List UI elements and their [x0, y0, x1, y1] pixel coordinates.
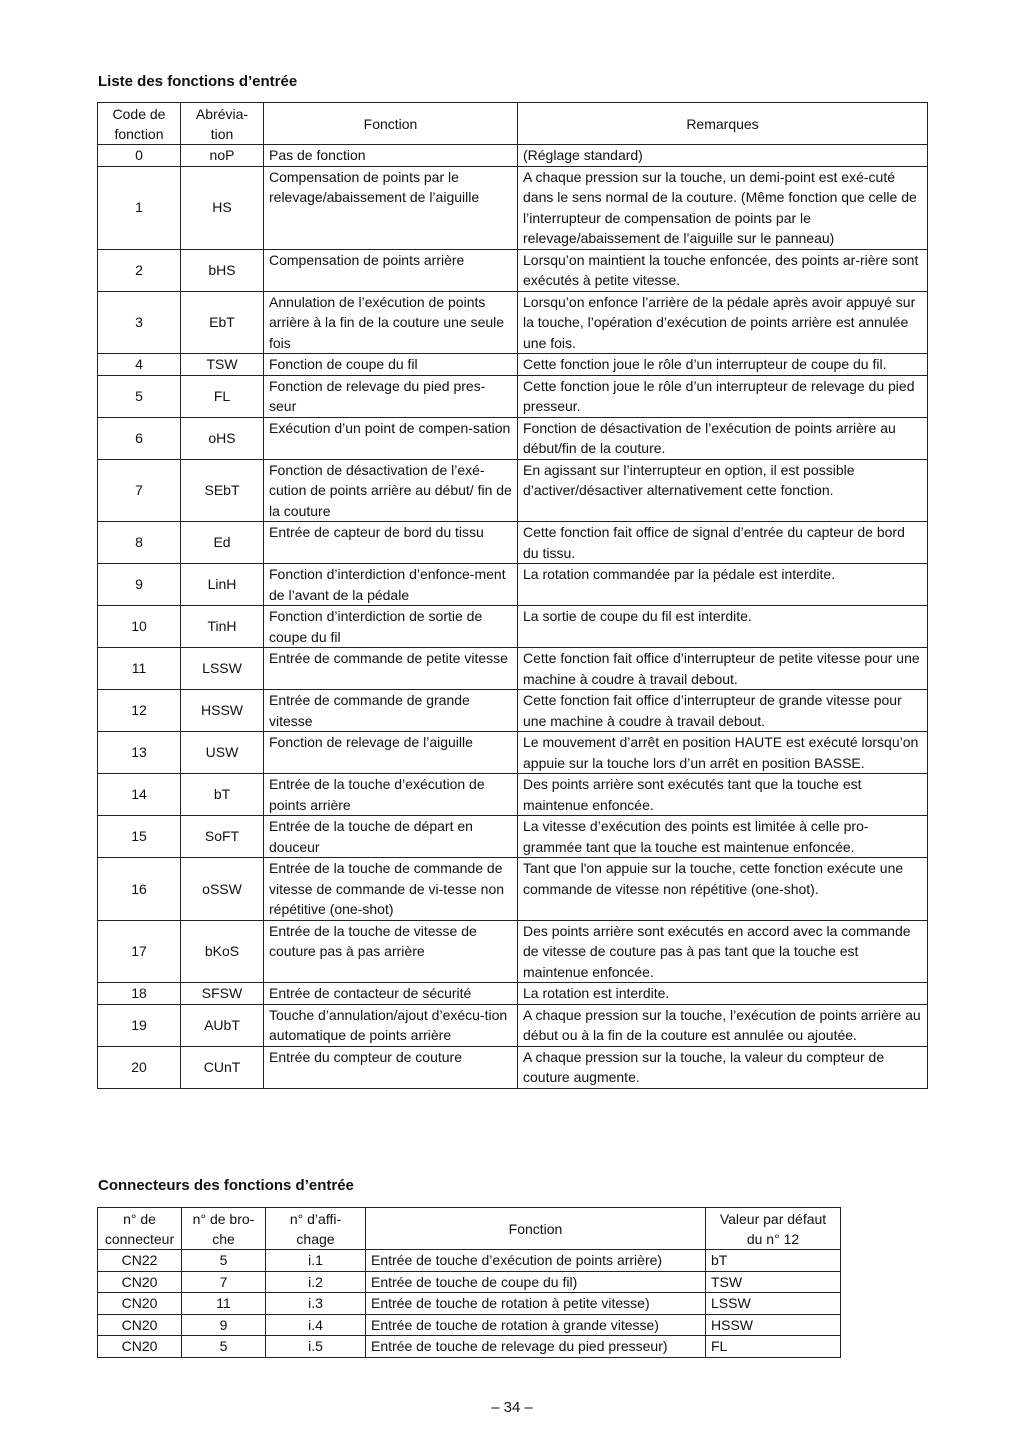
cell-function: Pas de fonction — [264, 145, 518, 167]
cell-code: 19 — [98, 1004, 181, 1046]
cell-default-value: FL — [706, 1336, 841, 1358]
cell-abbreviation: oSSW — [181, 858, 264, 921]
cell-function: Touche d’annulation/ajout d’exécu-tion automatique de points arrière — [264, 1004, 518, 1046]
cell-function: Entrée de contacteur de sécurité — [264, 983, 518, 1005]
cell-abbreviation: LinH — [181, 564, 264, 606]
cell-remarks: (Réglage standard) — [518, 145, 928, 167]
cell-code: 12 — [98, 690, 181, 732]
cell-code: 2 — [98, 249, 181, 291]
table-row — [98, 354, 928, 376]
table-row — [98, 816, 928, 858]
input-functions-body — [98, 145, 928, 1089]
header-pin-line2: che — [212, 1230, 235, 1247]
input-connectors-title: Connecteurs des fonctions d’entrée — [98, 1177, 354, 1194]
header-display-line1: n° d’affi- — [289, 1210, 342, 1227]
header-default-value — [706, 1208, 841, 1250]
header-default-line1: Valeur par défaut — [719, 1210, 827, 1227]
cell-remarks: En agissant sur l’interrupteur en option, il est possible d’activer/désactiver alternativement cette fonction. — [518, 459, 928, 522]
cell-abbreviation: LSSW — [181, 648, 264, 690]
table-row — [98, 858, 928, 921]
cell-display: i.4 — [266, 1314, 366, 1336]
table-header-row — [98, 1208, 841, 1250]
cell-pin: 9 — [182, 1314, 266, 1336]
cell-function: Fonction de coupe du fil — [264, 354, 518, 376]
cell-abbreviation: USW — [181, 732, 264, 774]
cell-function: Fonction d’interdiction d’enfonce-ment de l’avant de la pédale — [264, 564, 518, 606]
table-row — [98, 459, 928, 522]
cell-function: Entrée de capteur de bord du tissu — [264, 522, 518, 564]
cell-function: Fonction de désactivation de l’exé-cution de points arrière au début/ fin de la couture — [264, 459, 518, 522]
cell-abbreviation: noP — [181, 145, 264, 167]
cell-abbreviation: SFSW — [181, 983, 264, 1005]
cell-function: Entrée du compteur de couture — [264, 1046, 518, 1088]
table-row — [98, 1314, 841, 1336]
cell-remarks: A chaque pression sur la touche, un demi-point est exé-cuté dans le sens normal de la couture. (Même fonction que celle de l’interrupteur de compensation de points par le relevage/abaissement de l’aiguille sur le panneau) — [518, 166, 928, 249]
cell-display: i.2 — [266, 1271, 366, 1293]
cell-display: i.5 — [266, 1336, 366, 1358]
cell-abbreviation: SoFT — [181, 816, 264, 858]
cell-code: 10 — [98, 606, 181, 648]
cell-remarks: Lorsqu’on maintient la touche enfoncée, des points ar-rière sont exécutés à petite vitesse. — [518, 249, 928, 291]
cell-default-value: bT — [706, 1250, 841, 1272]
header-abbr-line1: Abrévia- — [195, 105, 249, 122]
cell-function: Fonction de relevage de l’aiguille — [264, 732, 518, 774]
cell-abbreviation: AUbT — [181, 1004, 264, 1046]
header-pin — [182, 1208, 266, 1250]
header-default-line2: du n° 12 — [746, 1230, 800, 1247]
cell-code: 0 — [98, 145, 181, 167]
cell-abbreviation: HSSW — [181, 690, 264, 732]
header-code — [98, 103, 181, 145]
table-row — [98, 1336, 841, 1358]
cell-abbreviation: oHS — [181, 417, 264, 459]
cell-code: 8 — [98, 522, 181, 564]
input-connectors-body — [98, 1250, 841, 1358]
table-row — [98, 522, 928, 564]
table-row — [98, 1250, 841, 1272]
cell-code: 5 — [98, 375, 181, 417]
cell-abbreviation: Ed — [181, 522, 264, 564]
cell-remarks: Des points arrière sont exécutés tant que la touche est maintenue enfoncée. — [518, 774, 928, 816]
cell-display: i.1 — [266, 1250, 366, 1272]
table-row — [98, 564, 928, 606]
table-row — [98, 145, 928, 167]
cell-code: 15 — [98, 816, 181, 858]
cell-code: 6 — [98, 417, 181, 459]
cell-pin: 11 — [182, 1293, 266, 1315]
cell-code: 13 — [98, 732, 181, 774]
cell-default-value: LSSW — [706, 1293, 841, 1315]
cell-abbreviation: EbT — [181, 291, 264, 354]
header-abbreviation — [181, 103, 264, 145]
cell-connector: CN20 — [98, 1271, 182, 1293]
cell-code: 3 — [98, 291, 181, 354]
cell-abbreviation: TinH — [181, 606, 264, 648]
cell-abbreviation: SEbT — [181, 459, 264, 522]
cell-connector: CN22 — [98, 1250, 182, 1272]
cell-abbreviation: bT — [181, 774, 264, 816]
cell-remarks: Cette fonction joue le rôle d’un interrupteur de relevage du pied presseur. — [518, 375, 928, 417]
cell-pin: 5 — [182, 1336, 266, 1358]
cell-code: 1 — [98, 166, 181, 249]
cell-remarks: Le mouvement d’arrêt en position HAUTE est exécuté lorsqu’on appuie sur la touche lors d’un arrêt en position BASSE. — [518, 732, 928, 774]
cell-function: Annulation de l’exécution de points arrière à la fin de la couture une seule fois — [264, 291, 518, 354]
cell-display: i.3 — [266, 1293, 366, 1315]
header-code-line2: fonction — [114, 125, 164, 142]
table-row — [98, 166, 928, 249]
cell-function: Entrée de la touche d’exécution de points arrière — [264, 774, 518, 816]
table-row — [98, 920, 928, 983]
cell-remarks: La rotation est interdite. — [518, 983, 928, 1005]
header-function: Fonction — [264, 103, 518, 145]
table-row — [98, 774, 928, 816]
cell-function: Compensation de points arrière — [264, 249, 518, 291]
table-row — [98, 690, 928, 732]
cell-function: Entrée de touche d’exécution de points arrière) — [366, 1250, 706, 1272]
table-row — [98, 1293, 841, 1315]
cell-remarks: Tant que l'on appuie sur la touche, cette fonction exécute une commande de vitesse non répétitive (one-shot). — [518, 858, 928, 921]
cell-function: Entrée de commande de grande vitesse — [264, 690, 518, 732]
cell-remarks: La sortie de coupe du fil est interdite. — [518, 606, 928, 648]
cell-code: 4 — [98, 354, 181, 376]
cell-remarks: Lorsqu’on enfonce l’arrière de la pédale après avoir appuyé sur la touche, l’opération d’exécution de points arrière est annulée une fois. — [518, 291, 928, 354]
header-remarks: Remarques — [518, 103, 928, 145]
cell-function: Entrée de la touche de départ en douceur — [264, 816, 518, 858]
cell-function: Entrée de touche de rotation à grande vitesse) — [366, 1314, 706, 1336]
table-row — [98, 417, 928, 459]
cell-abbreviation: TSW — [181, 354, 264, 376]
cell-code: 16 — [98, 858, 181, 921]
header-pin-line1: n° de bro- — [192, 1210, 255, 1227]
cell-code: 14 — [98, 774, 181, 816]
cell-abbreviation: HS — [181, 166, 264, 249]
cell-function: Entrée de la touche de commande de vitesse de commande de vi-tesse non répétitive (one-shot) — [264, 858, 518, 921]
cell-remarks: Des points arrière sont exécutés en accord avec la commande de vitesse de couture pas à pas tant que la touche est maintenue enfoncée. — [518, 920, 928, 983]
cell-code: 20 — [98, 1046, 181, 1088]
table-row — [98, 291, 928, 354]
cell-remarks: Fonction de désactivation de l’exécution de points arrière au début/fin de la couture. — [518, 417, 928, 459]
table-row — [98, 983, 928, 1005]
cell-code: 11 — [98, 648, 181, 690]
header-code-line1: Code de — [112, 105, 166, 122]
cell-function: Compensation de points par le relevage/abaissement de l’aiguille — [264, 166, 518, 249]
header-function: Fonction — [366, 1208, 706, 1250]
table-row — [98, 1046, 928, 1088]
cell-connector: CN20 — [98, 1293, 182, 1315]
cell-function: Entrée de la touche de vitesse de couture pas à pas arrière — [264, 920, 518, 983]
cell-default-value: TSW — [706, 1271, 841, 1293]
cell-abbreviation: FL — [181, 375, 264, 417]
cell-remarks: A chaque pression sur la touche, la valeur du compteur de couture augmente. — [518, 1046, 928, 1088]
cell-function: Fonction de relevage du pied pres-seur — [264, 375, 518, 417]
table-row — [98, 648, 928, 690]
cell-code: 17 — [98, 920, 181, 983]
header-abbr-line2: tion — [210, 125, 234, 142]
input-functions-title: Liste des fonctions d’entrée — [98, 73, 298, 90]
cell-function: Exécution d’un point de compen-sation — [264, 417, 518, 459]
cell-remarks: La vitesse d’exécution des points est limitée à celle pro-grammée tant que la touche est maintenue enfoncée. — [518, 816, 928, 858]
cell-remarks: Cette fonction joue le rôle d’un interrupteur de coupe du fil. — [518, 354, 928, 376]
cell-code: 7 — [98, 459, 181, 522]
cell-connector: CN20 — [98, 1314, 182, 1336]
table-header-row — [98, 103, 928, 145]
cell-abbreviation: bKoS — [181, 920, 264, 983]
table-row — [98, 375, 928, 417]
cell-remarks: A chaque pression sur la touche, l’exécution de points arrière au début ou à la fin de la couture est annulée ou ajoutée. — [518, 1004, 928, 1046]
cell-remarks: La rotation commandée par la pédale est interdite. — [518, 564, 928, 606]
cell-connector: CN20 — [98, 1336, 182, 1358]
table-row — [98, 606, 928, 648]
table-row — [98, 249, 928, 291]
input-connectors-table — [97, 1207, 841, 1358]
cell-function: Entrée de touche de relevage du pied presseur) — [366, 1336, 706, 1358]
header-connector-line2: connecteur — [104, 1230, 175, 1247]
table-row — [98, 1271, 841, 1293]
cell-abbreviation: CUnT — [181, 1046, 264, 1088]
cell-remarks: Cette fonction fait office de signal d’entrée du capteur de bord du tissu. — [518, 522, 928, 564]
table-row — [98, 732, 928, 774]
cell-code: 9 — [98, 564, 181, 606]
cell-remarks: Cette fonction fait office d’interrupteur de grande vitesse pour une machine à coudre à travail debout. — [518, 690, 928, 732]
cell-pin: 5 — [182, 1250, 266, 1272]
cell-remarks: Cette fonction fait office d’interrupteur de petite vitesse pour une machine à coudre à travail debout. — [518, 648, 928, 690]
cell-pin: 7 — [182, 1271, 266, 1293]
header-display-line2: chage — [296, 1230, 335, 1247]
page-number: – 34 – — [491, 1399, 533, 1416]
header-connector — [98, 1208, 182, 1250]
input-functions-table — [97, 102, 928, 1089]
table-row — [98, 1004, 928, 1046]
cell-function: Entrée de touche de rotation à petite vitesse) — [366, 1293, 706, 1315]
cell-function: Fonction d’interdiction de sortie de coupe du fil — [264, 606, 518, 648]
cell-abbreviation: bHS — [181, 249, 264, 291]
cell-default-value: HSSW — [706, 1314, 841, 1336]
header-display — [266, 1208, 366, 1250]
cell-function: Entrée de commande de petite vitesse — [264, 648, 518, 690]
cell-code: 18 — [98, 983, 181, 1005]
header-connector-line1: n° de — [123, 1210, 156, 1227]
cell-function: Entrée de touche de coupe du fil) — [366, 1271, 706, 1293]
